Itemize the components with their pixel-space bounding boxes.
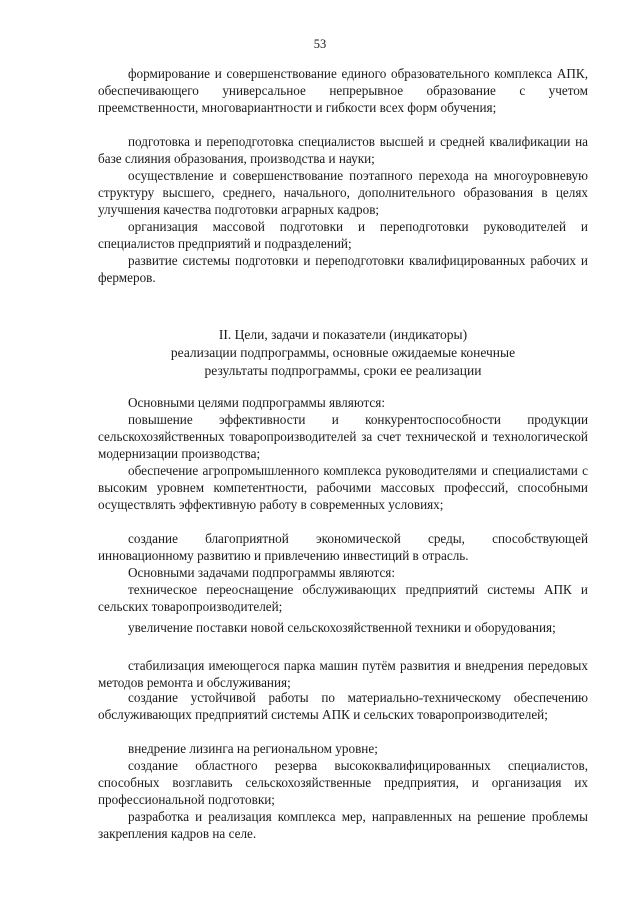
goal-item: обеспечение агропромышленного комплекса руководителями и специалистами с высоким уровнем компетентности, рабочими массовых профессий, способными осуществлять эффективную работу в современных условиях;: [98, 463, 588, 512]
paragraph-education-complex: формирование и совершенствование единого образовательного комплекса АПК, обеспечивающего универсальное непрерывное образование с учетом преемственности, многовариантности и гибкости всех форм обучения;: [98, 66, 588, 115]
goal-item: создание благоприятной экономической среды, способствующей инновационному развитию и привлечению инвестиций в отрасль.: [98, 531, 588, 563]
page-number: 53: [313, 37, 327, 51]
task-item: создание устойчивой работы по материально-техническому обеспечению обслуживающих предприятий системы АПК и сельских товаропроизводителей;: [98, 690, 588, 722]
goals-intro: Основными целями подпрограммы являются:: [128, 395, 386, 410]
task-item: внедрение лизинга на региональном уровне;: [128, 741, 378, 756]
section-heading: [98, 326, 588, 380]
section-heading-line: реализации подпрограммы, основные ожидаемые конечные: [170, 345, 516, 360]
paragraph-mass-training: организация массовой подготовки и переподготовки руководителей и специалистов предприятий и подразделений;: [98, 219, 588, 251]
task-item: разработка и реализация комплекса мер, направленных на решение проблемы закрепления кадров на селе.: [98, 809, 588, 841]
section-heading-line: результаты подпрограммы, сроки ее реализации: [204, 363, 482, 378]
tasks-intro: Основными задачами подпрограммы являются:: [128, 565, 396, 580]
paragraph-specialist-training: подготовка и переподготовка специалистов высшей и средней квалификации на базе слияния образования, производства и науки;: [98, 134, 588, 166]
task-item: стабилизация имеющегося парка машин путём развития и внедрения передовых методов ремонта и обслуживания;: [98, 658, 588, 690]
paragraph-multilevel-structure: осуществление и совершенствование поэтапного перехода на многоуровневую структуру высшего, среднего, начального, дополнительного образования в целях улучшения качества подготовки аграрных кадров;: [98, 168, 588, 217]
task-item: увеличение поставки новой сельскохозяйственной техники и оборудования;: [128, 620, 556, 635]
goal-item: повышение эффективности и конкурентоспособности продукции сельскохозяйственных товаропроизводителей за счет технической и технологической модернизации производства;: [98, 412, 588, 461]
task-item: создание областного резерва высококвалифицированных специалистов, способных возглавить сельскохозяйственные предприятия, и организация их профессиональной подготовки;: [98, 758, 588, 807]
paragraph-workers-farmers: развитие системы подготовки и переподготовки квалифицированных рабочих и фермеров.: [98, 253, 588, 285]
section-heading-line: II. Цели, задачи и показатели (индикаторы): [218, 327, 468, 342]
task-item: техническое переоснащение обслуживающих предприятий системы АПК и сельских товаропроизводителей;: [98, 582, 588, 614]
